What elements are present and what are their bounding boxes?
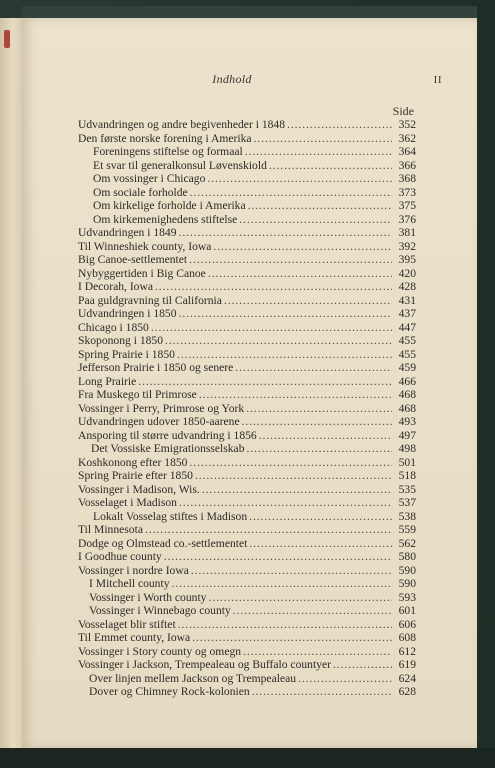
toc-entry [78, 213, 416, 227]
toc-entry-page: 455 [398, 334, 416, 347]
dot-leader [242, 415, 392, 429]
dot-leader [155, 280, 392, 294]
dot-leader [287, 118, 392, 132]
toc-entry-page: 428 [398, 280, 416, 293]
page-column-label: Side [392, 104, 414, 118]
dot-leader [151, 321, 392, 335]
toc-entry-page: 431 [398, 293, 416, 307]
dot-leader [172, 577, 393, 591]
toc-entry-page: 562 [398, 536, 416, 550]
toc-entry-title: Skoponong i 1850 [78, 334, 164, 347]
toc-entry-page: 593 [398, 590, 416, 604]
page-title: Indhold [212, 72, 252, 86]
dot-leader [245, 145, 392, 159]
toc-entry-title: Om kirkelige forholde i Amerika [93, 199, 246, 212]
toc-entry [78, 631, 416, 645]
toc-entry [78, 442, 416, 456]
dot-leader [145, 523, 392, 537]
toc-entry-title: Long Prairie [78, 374, 137, 388]
dot-leader [254, 132, 392, 146]
toc-entry-page: 468 [398, 401, 416, 415]
running-header [22, 72, 442, 92]
dot-leader [199, 388, 392, 402]
dot-leader [249, 510, 392, 524]
toc-entry-title: Over linjen mellem Jackson og Trempealeau [89, 671, 297, 685]
book-bottom-edge [0, 748, 495, 768]
toc-entry [78, 604, 416, 618]
toc-entry-page: 468 [398, 388, 416, 401]
toc-entry-page: 590 [398, 577, 416, 590]
toc-entry-page: 373 [398, 185, 416, 199]
page-gutter [0, 18, 23, 753]
toc-entry-page: 501 [398, 455, 416, 469]
toc-entry-title: Til Minnesota [78, 523, 143, 536]
toc-entry-page: 590 [398, 563, 416, 577]
toc-entry [78, 550, 416, 564]
toc-entry [78, 618, 416, 632]
dot-leader [189, 253, 392, 267]
dot-leader [191, 564, 392, 578]
dot-leader [249, 537, 392, 551]
toc-entry-page: 608 [398, 631, 416, 644]
toc-entry-title: Om kirkemenighedens stiftelse [93, 212, 238, 226]
toc-entry-title: Den første norske forening i Amerika [78, 131, 252, 145]
dot-leader [190, 186, 392, 200]
toc-entry-title: Spring Prairie i 1850 [78, 347, 175, 361]
toc-entry-page: 612 [398, 644, 416, 658]
toc-entry-title: Til Emmet county, Iowa [78, 631, 191, 644]
toc-entry [78, 483, 416, 497]
toc-entry-title: Vossinger i Story county og omegn [78, 644, 242, 658]
dot-leader [298, 672, 392, 686]
dot-leader [252, 685, 392, 699]
toc-entry-title: Dodge og Olmstead co.-settlementet [78, 536, 248, 550]
dot-leader [179, 226, 392, 240]
toc-entry-page: 455 [398, 347, 416, 361]
toc-entry [78, 280, 416, 294]
toc-entry-title: Spring Prairie efter 1850 [78, 469, 193, 482]
toc-entry-title: I Goodhue county [78, 550, 162, 563]
toc-entry-title: Vosselaget blir stiftet [78, 617, 176, 631]
toc-entry [78, 321, 416, 335]
dot-leader [164, 550, 392, 564]
toc-entry [78, 361, 416, 375]
toc-entry-title: Udvandringen i 1849 [78, 226, 177, 239]
toc-entry-title: Lokalt Vosselag stiftes i Madison [93, 509, 248, 523]
toc-entry-page: 352 [398, 118, 416, 131]
toc-entry-title: Ansporing til større udvandring i 1856 [78, 428, 257, 442]
toc-entry-title: Koshkonong efter 1850 [78, 455, 188, 469]
toc-entry-title: Vosselaget i Madison [78, 496, 177, 509]
toc-entry-page: 366 [398, 158, 416, 172]
toc-entry [78, 145, 416, 159]
toc-entry [78, 415, 416, 429]
toc-entry-title: Foreningens stiftelse og formaal [93, 145, 243, 158]
toc-entry-title: Vossinger i Worth county [89, 590, 207, 604]
toc-entry [78, 388, 416, 402]
toc-entry [78, 348, 416, 362]
toc-entry-page: 375 [398, 199, 416, 212]
toc-entry [78, 267, 416, 281]
dot-leader [243, 645, 392, 659]
dot-leader [224, 294, 392, 308]
toc-entry-page: 559 [398, 523, 416, 536]
toc-entry-title: Vossinger i Winnebago county [89, 604, 231, 617]
toc-entry [78, 429, 416, 443]
toc-entry [78, 240, 416, 254]
dot-leader [179, 496, 392, 510]
toc-entry [78, 253, 416, 267]
dot-leader [246, 402, 392, 416]
dot-leader [233, 604, 392, 618]
toc-entry-page: 538 [398, 509, 416, 523]
toc-entry-page: 624 [398, 671, 416, 685]
toc-entry-title: Big Canoe-settlementet [78, 253, 188, 266]
toc-entry [78, 456, 416, 470]
toc-entry-title: Om sociale forholde [93, 185, 188, 199]
toc-entry [78, 334, 416, 348]
toc-entry-page: 395 [398, 253, 416, 266]
toc-entry-page: 628 [398, 685, 416, 698]
toc-entry [78, 496, 416, 510]
toc-entry-page: 362 [398, 131, 416, 145]
toc-entry-page: 537 [398, 496, 416, 509]
toc-entry-title: Dover og Chimney Rock-kolonien [89, 685, 250, 698]
toc-entry-title: Vossinger i Madison, Wis. [78, 482, 200, 496]
toc-entry-page: 606 [398, 617, 416, 631]
dot-leader [179, 307, 392, 321]
toc-entry [78, 186, 416, 200]
toc-entry [78, 402, 416, 416]
toc-entry-page: 368 [398, 172, 416, 185]
toc-entry [78, 577, 416, 591]
toc-entry [78, 564, 416, 578]
dot-leader [239, 213, 392, 227]
dot-leader [247, 442, 392, 456]
toc-entry [78, 469, 416, 483]
toc-entry-page: 518 [398, 469, 416, 482]
toc-entry-page: 392 [398, 239, 416, 253]
toc-entry-title: Paa guldgravning til California [78, 293, 222, 307]
toc-entry-page: 459 [398, 361, 416, 374]
toc-entry-title: Om vossinger i Chicago [93, 172, 206, 185]
toc-entry-page: 466 [398, 374, 416, 388]
toc-entry [78, 645, 416, 659]
dot-leader [269, 159, 392, 173]
toc-entry-title: Jefferson Prairie i 1850 og senere [78, 361, 234, 374]
toc-entry-title: I Mitchell county [89, 577, 170, 590]
toc-entry [78, 172, 416, 186]
toc-entry-title: Udvandringen udover 1850-aarene [78, 415, 240, 428]
dot-leader [207, 172, 392, 186]
dot-leader [178, 618, 392, 632]
toc-entry-title: Chicago i 1850 [78, 320, 149, 334]
table-of-contents [78, 118, 416, 699]
dot-leader [192, 631, 392, 645]
toc-entry-page: 447 [398, 320, 416, 334]
toc-entry [78, 159, 416, 173]
toc-entry [78, 658, 416, 672]
toc-entry-page: 497 [398, 428, 416, 442]
toc-entry-page: 493 [398, 415, 416, 428]
toc-entry-page: 381 [398, 226, 416, 239]
toc-entry-title: Udvandringen i 1850 [78, 307, 177, 320]
toc-entry-title: Udvandringen og andre begivenheder i 1848 [78, 118, 286, 131]
toc-entry [78, 537, 416, 551]
toc-entry-title: Fra Muskego til Primrose [78, 388, 197, 401]
toc-entry-title: Vossinger i Jackson, Trempealeau og Buffalo countyer [78, 658, 331, 671]
toc-entry-page: 498 [398, 442, 416, 455]
toc-entry-title: Nybyggertiden i Big Canoe [78, 266, 206, 280]
toc-entry-page: 420 [398, 266, 416, 280]
toc-entry [78, 375, 416, 389]
page-number: II [433, 74, 442, 86]
toc-entry [78, 294, 416, 308]
toc-entry [78, 591, 416, 605]
toc-entry-page: 535 [398, 482, 416, 496]
dot-leader [165, 334, 392, 348]
toc-entry-title: Det Vossiske Emigrationsselskab [91, 442, 245, 455]
dot-leader [202, 483, 392, 497]
toc-entry [78, 685, 416, 699]
dot-leader [189, 456, 392, 470]
toc-entry-title: Til Winneshiek county, Iowa [78, 239, 212, 253]
toc-entry [78, 307, 416, 321]
toc-entry-title: Vossinger i nordre Iowa [78, 563, 189, 577]
dot-leader [213, 240, 392, 254]
dot-leader [177, 348, 392, 362]
toc-entry-page: 619 [398, 658, 416, 671]
toc-entry-title: Vossinger i Perry, Primrose og York [78, 401, 245, 415]
toc-entry-page: 580 [398, 550, 416, 563]
dot-leader [208, 267, 392, 281]
toc-entry [78, 672, 416, 686]
toc-entry [78, 226, 416, 240]
dot-leader [138, 375, 392, 389]
toc-entry [78, 132, 416, 146]
toc-entry [78, 199, 416, 213]
dot-leader [195, 469, 392, 483]
dot-leader [248, 199, 392, 213]
dot-leader [235, 361, 392, 375]
red-ribbon-mark [4, 30, 10, 48]
toc-entry-page: 364 [398, 145, 416, 158]
dot-leader [333, 658, 392, 672]
dot-leader [259, 429, 392, 443]
toc-entry-page: 437 [398, 307, 416, 320]
toc-entry-title: Et svar til generalkonsul Løvenskiold [93, 158, 267, 172]
toc-entry [78, 118, 416, 132]
toc-entry-page: 376 [398, 212, 416, 226]
toc-entry [78, 510, 416, 524]
toc-entry-page: 601 [398, 604, 416, 617]
dot-leader [208, 591, 392, 605]
toc-entry [78, 523, 416, 537]
toc-entry-title: I Decorah, Iowa [78, 280, 153, 293]
